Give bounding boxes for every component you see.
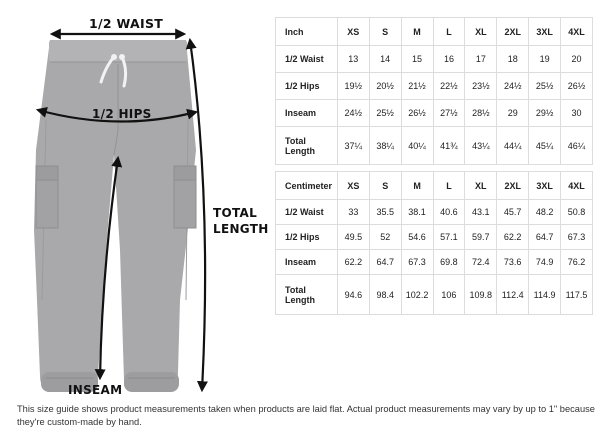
table-cell: 64.7 [369, 250, 401, 275]
table-cell: 102.2 [401, 275, 433, 315]
inch-header-size: 4XL [561, 18, 593, 46]
table-row [276, 73, 593, 100]
table-row [276, 200, 593, 225]
waist-label: 1/2 WAIST [89, 16, 164, 31]
cm-header-row [276, 172, 593, 200]
table-cell: 22½ [433, 73, 465, 100]
inch-header-size: XS [337, 18, 369, 46]
table-cell: 43.1 [465, 200, 497, 225]
table-cell: 64.7 [529, 225, 561, 250]
table-cell: 15 [401, 46, 433, 73]
row-label-line1: Total [285, 135, 306, 146]
table-cell: 13 [337, 46, 369, 73]
table-cell: 27½ [433, 100, 465, 127]
table-cell: 26½ [561, 73, 593, 100]
table-cell: 37¼ [337, 127, 369, 165]
table-cell: 76.2 [561, 250, 593, 275]
row-label: 1/2 Waist [276, 46, 338, 73]
table-cell: 52 [369, 225, 401, 250]
table-cell: 20 [561, 46, 593, 73]
row-label: Inseam [276, 100, 338, 127]
table-cell: 54.6 [401, 225, 433, 250]
table-cell: 67.3 [401, 250, 433, 275]
row-label-line1: Total [285, 284, 306, 295]
row-label [276, 275, 338, 315]
table-cell: 16 [433, 46, 465, 73]
table-cell: 19 [529, 46, 561, 73]
inch-header-size: 3XL [529, 18, 561, 46]
table-cell: 23½ [465, 73, 497, 100]
disclaimer-text: This size guide shows product measurements taken when products are laid flat. Actual product measurements may vary by up to 1" because they're custom-made by hand. [17, 404, 595, 427]
waistband [49, 40, 187, 62]
inch-header-size: S [369, 18, 401, 46]
total-length-label [213, 205, 269, 237]
table-cell: 20½ [369, 73, 401, 100]
cm-header-size: 2XL [497, 172, 529, 200]
table-cell: 72.4 [465, 250, 497, 275]
inch-header-row [276, 18, 593, 46]
table-cell: 18 [497, 46, 529, 73]
table-cell: 40.6 [433, 200, 465, 225]
table-cell: 57.1 [433, 225, 465, 250]
table-cell: 74.9 [529, 250, 561, 275]
table-cell: 29½ [529, 100, 561, 127]
total-length-label-line1: TOTAL [213, 206, 258, 220]
row-label: 1/2 Waist [276, 200, 338, 225]
table-cell: 48.2 [529, 200, 561, 225]
table-cell: 30 [561, 100, 593, 127]
table-cell: 98.4 [369, 275, 401, 315]
table-cell: 73.6 [497, 250, 529, 275]
table-cell: 26½ [401, 100, 433, 127]
table-row [276, 275, 593, 315]
table-cell: 19½ [337, 73, 369, 100]
table-cell: 25½ [529, 73, 561, 100]
table-cell: 46¼ [561, 127, 593, 165]
table-cell: 117.5 [561, 275, 593, 315]
cuff-right [124, 372, 179, 392]
cm-header-size: M [401, 172, 433, 200]
table-cell: 25½ [369, 100, 401, 127]
row-label-line2: Length [285, 145, 315, 156]
table-cell: 49.5 [337, 225, 369, 250]
table-cell: 109.8 [465, 275, 497, 315]
table-cell: 38¼ [369, 127, 401, 165]
inch-header-unit: Inch [276, 18, 338, 46]
inch-header-size: 2XL [497, 18, 529, 46]
table-cell: 45¼ [529, 127, 561, 165]
inch-header-size: XL [465, 18, 497, 46]
centimeter-size-table [275, 171, 593, 315]
table-cell: 17 [465, 46, 497, 73]
cm-header-size: S [369, 172, 401, 200]
row-label [276, 127, 338, 165]
table-cell: 69.8 [433, 250, 465, 275]
inch-header-size: L [433, 18, 465, 46]
table-cell: 106 [433, 275, 465, 315]
table-cell: 43¼ [465, 127, 497, 165]
table-cell: 40¼ [401, 127, 433, 165]
table-row [276, 225, 593, 250]
cm-header-size: XS [337, 172, 369, 200]
pants-figure [0, 0, 272, 400]
cm-header-size: L [433, 172, 465, 200]
hips-label: 1/2 HIPS [92, 107, 152, 121]
table-cell: 45.7 [497, 200, 529, 225]
table-cell: 62.2 [337, 250, 369, 275]
table-cell: 44¼ [497, 127, 529, 165]
row-label: Inseam [276, 250, 338, 275]
table-row [276, 100, 593, 127]
cm-header-size: 4XL [561, 172, 593, 200]
table-row [276, 250, 593, 275]
table-cell: 35.5 [369, 200, 401, 225]
table-cell: 62.2 [497, 225, 529, 250]
table-cell: 29 [497, 100, 529, 127]
table-cell: 50.8 [561, 200, 593, 225]
table-cell: 38.1 [401, 200, 433, 225]
table-cell: 67.3 [561, 225, 593, 250]
cm-header-size: 3XL [529, 172, 561, 200]
table-cell: 28½ [465, 100, 497, 127]
row-label-line2: Length [285, 294, 315, 305]
table-cell: 14 [369, 46, 401, 73]
table-cell: 21½ [401, 73, 433, 100]
row-label: 1/2 Hips [276, 225, 338, 250]
inch-size-table [275, 17, 593, 165]
inseam-label: INSEAM [68, 383, 123, 397]
table-cell: 114.9 [529, 275, 561, 315]
table-cell: 112.4 [497, 275, 529, 315]
inch-header-size: M [401, 18, 433, 46]
table-row [276, 127, 593, 165]
table-row [276, 46, 593, 73]
pants-illustration [0, 0, 272, 400]
table-cell: 33 [337, 200, 369, 225]
table-cell: 24½ [497, 73, 529, 100]
row-label: 1/2 Hips [276, 73, 338, 100]
total-length-label-line2: LENGTH [213, 222, 269, 236]
cm-header-unit: Centimeter [276, 172, 338, 200]
table-cell: 24½ [337, 100, 369, 127]
table-cell: 94.6 [337, 275, 369, 315]
cm-header-size: XL [465, 172, 497, 200]
table-cell: 41¾ [433, 127, 465, 165]
table-cell: 59.7 [465, 225, 497, 250]
